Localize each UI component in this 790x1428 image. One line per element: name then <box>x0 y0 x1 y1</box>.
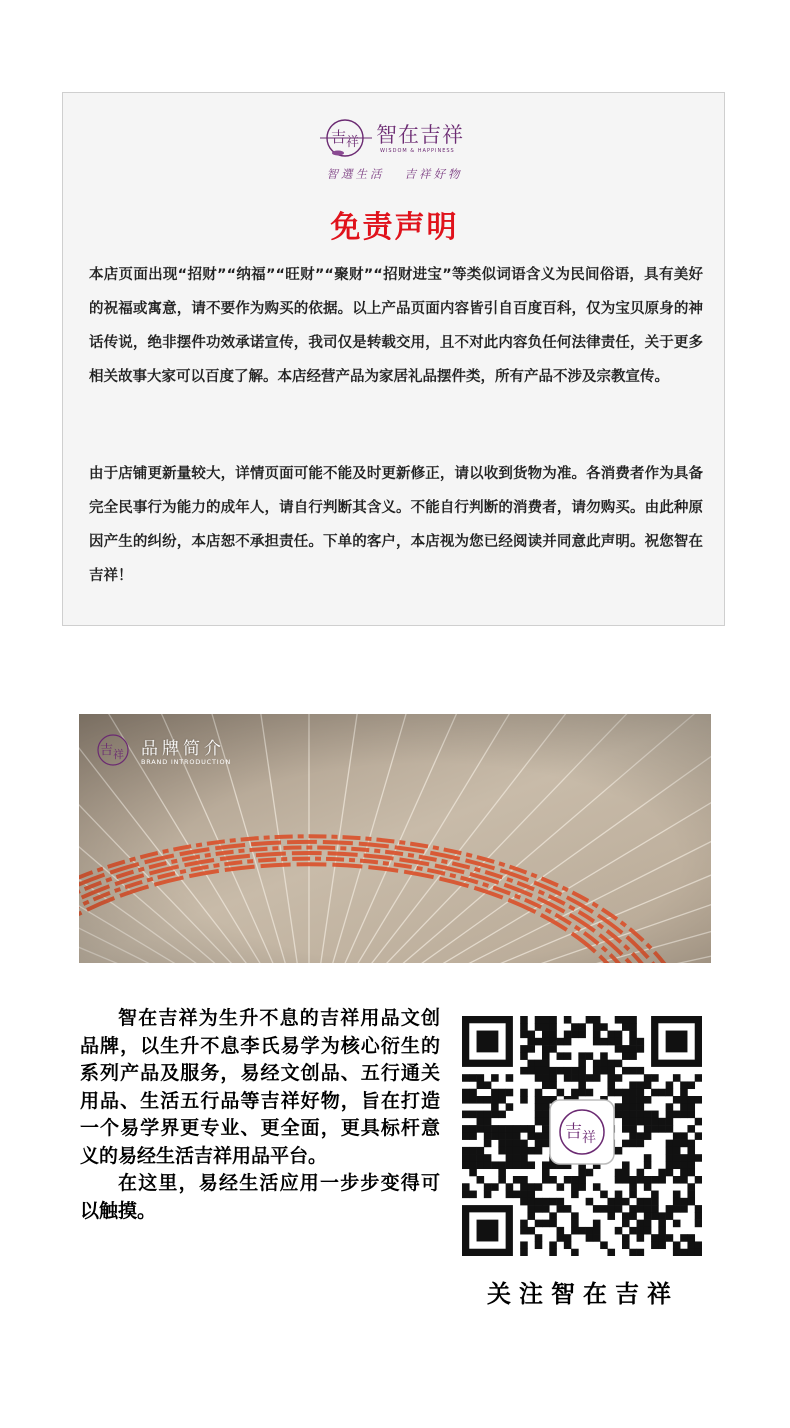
disclaimer-paragraph-1: 本店页面出现“招财”“纳福”“旺财”“聚财”“招财进宝”等类似词语含义为民间俗语，具有美好的祝福或寓意，请不要作为购买的依据。以上产品页面内容皆引自百度百科，仅为宝贝原身的神话传说，绝非摆件功效承诺宣传，我司仅是转载交用，且不对此内容负任何法律责任，关于更多相关故事大家可以百度了解。本店经营产品为家居礼品摆件类，所有产品不涉及宗教宣传。 <box>89 267 703 385</box>
brand-intro-banner <box>79 714 711 963</box>
brand-logo-icon <box>318 113 374 163</box>
brand-name: 智在吉祥 <box>376 123 464 147</box>
wechat-qr-code[interactable] <box>462 1016 702 1256</box>
brand-intro-text <box>80 1005 440 1225</box>
banner-subtitle: BRAND INTRODUCTION <box>141 758 232 766</box>
svg-text:吉: 吉 <box>565 1122 582 1142</box>
svg-text:吉: 吉 <box>100 743 114 758</box>
intro-paragraph-2: 在这里，易经生活应用一步步变得可以触摸。 <box>80 1172 440 1222</box>
brand-slogan: 智選生活 吉祥好物 <box>326 167 463 181</box>
disclaimer-paragraph-2: 由于店铺更新量较大，详情页面可能不能及时更新修正，请以收到货物为准。各消费者作为具备完全民事行为能力的成年人，请自行判断其含义。不能自行判断的消费者，请勿购买。由此种原因产生的纠纷，本店恕不承担责任。下单的客户，本店视为您已经阅读并同意此声明。祝您智在吉祥！ <box>89 466 703 584</box>
intro-paragraph-1: 智在吉祥为生升不息的吉祥用品文创品牌，以生升不息李氏易学为核心衍生的系列产品及服务，易经文创品、五行通关用品、生活五行品等吉祥好物，旨在打造一个易学界更专业、更全面，更具标杆意义的易经生活吉祥用品平台。 <box>80 1007 440 1167</box>
banner-title: 品牌简介 <box>141 739 225 759</box>
brand-logo <box>318 113 478 163</box>
svg-text:祥: 祥 <box>346 135 360 150</box>
disclaimer-panel <box>62 92 725 626</box>
svg-text:吉: 吉 <box>331 128 347 146</box>
svg-text:祥: 祥 <box>113 748 124 761</box>
disclaimer-title: 免责声明 <box>330 210 459 245</box>
brand-subtitle: WISDOM & HAPPINESS <box>380 148 455 154</box>
banner-logo-icon <box>93 726 133 774</box>
svg-text:祥: 祥 <box>582 1130 596 1146</box>
qr-follow-label: 关注智在吉祥 <box>487 1279 679 1308</box>
